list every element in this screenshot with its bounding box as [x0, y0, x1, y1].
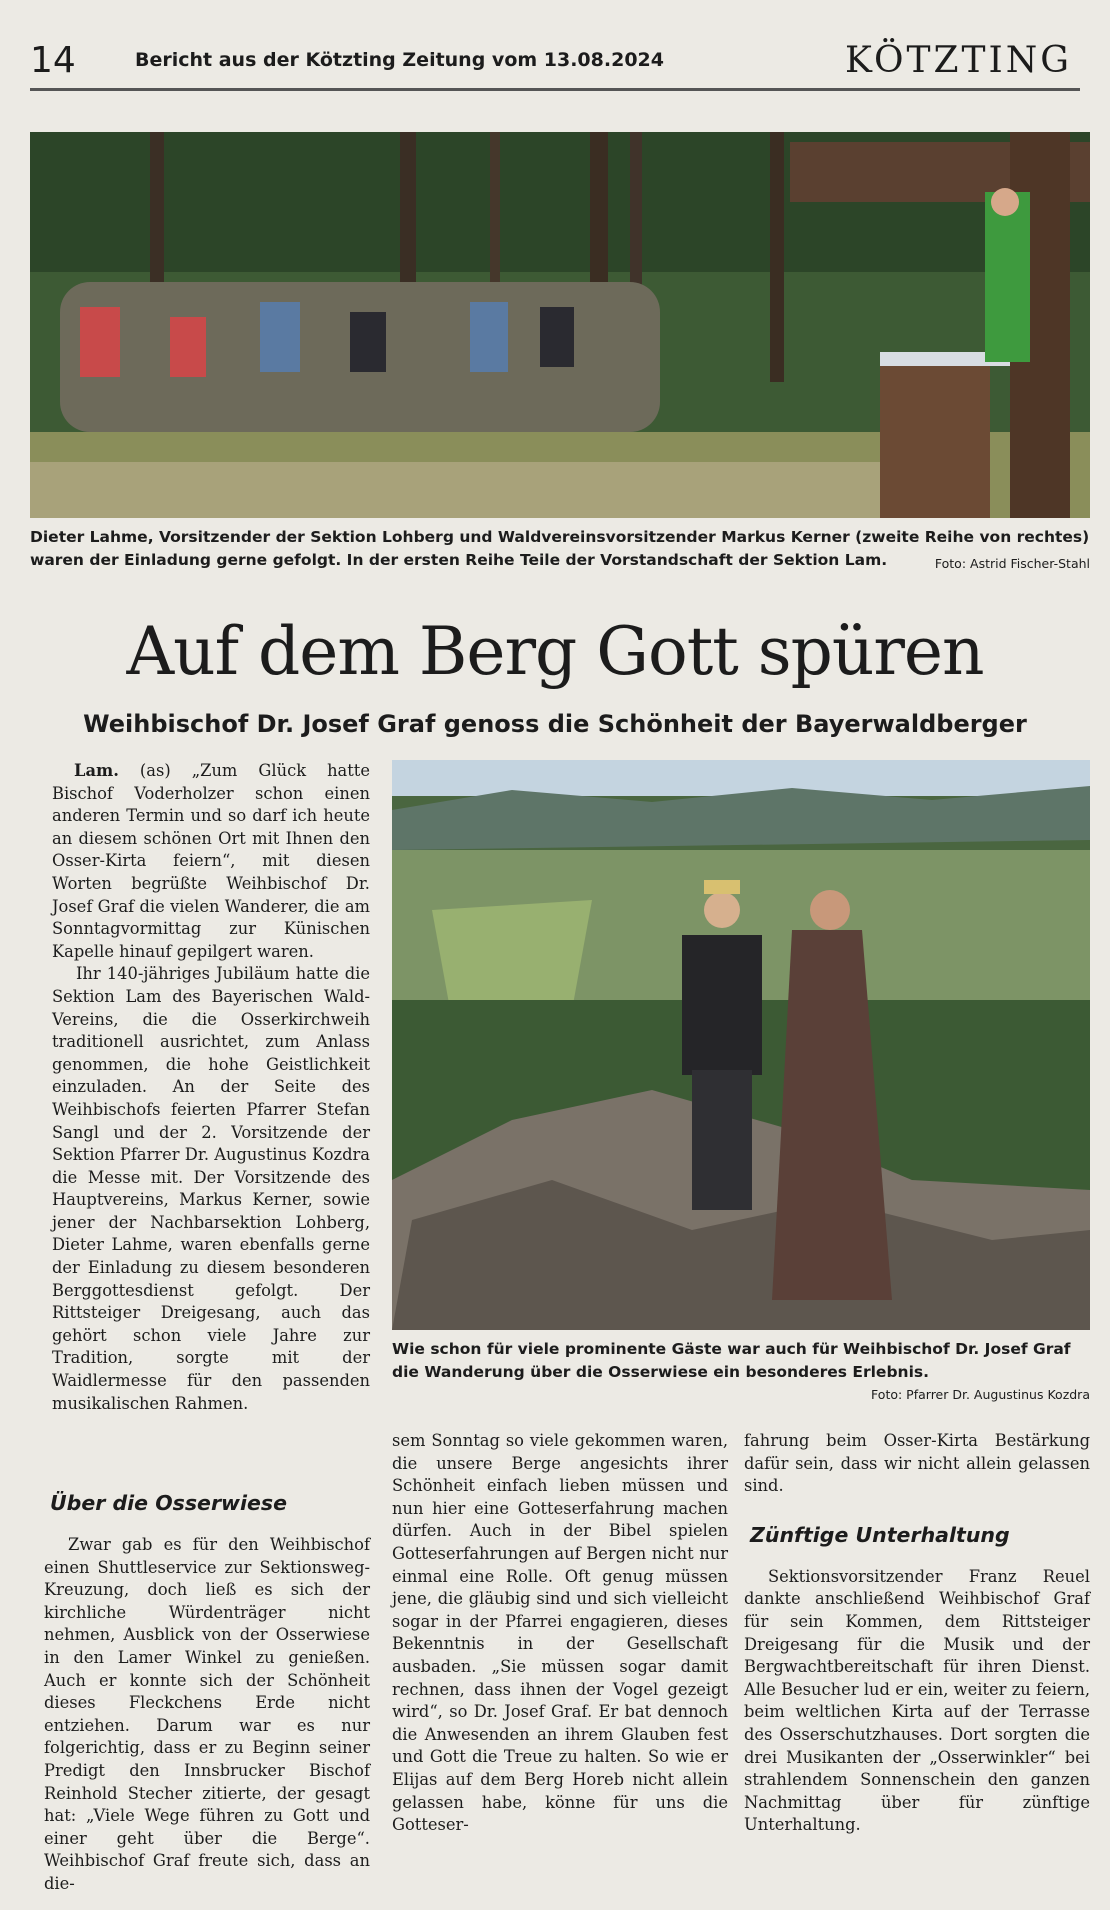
report-line: Bericht aus der Kötzting Zeitung vom 13.08.2024: [135, 49, 664, 71]
paragraph-1: (as) „Zum Glück hatte Bischof Voderholzer schon einen anderen Termin und so darf ich heute an diesem schönen Ort mit Ihnen den Osser-Kirta feiern“, mit diesen Worten begrüßte Weihbischof Dr. Josef Graf die vielen Wanderer, die am Sonntagvormittag zur Künischen Kapelle hinauf gepilgert waren.: [52, 761, 370, 961]
page-header: [30, 40, 1080, 88]
paragraph-intro: [52, 760, 370, 963]
subheadline: Weihbischof Dr. Josef Graf genoss die Schönheit der Bayerwaldberger: [83, 710, 1027, 738]
photo2-caption-text: Wie schon für viele prominente Gäste war auch für Weihbischof Dr. Josef Graf die Wanderung über die Osserwiese ein besonderes Erlebnis.: [392, 1340, 1071, 1381]
article-column-2: [392, 1430, 728, 1837]
photo2-credit: Foto: Pfarrer Dr. Augustinus Kozdra: [871, 1387, 1090, 1402]
article-column-3: [744, 1430, 1090, 1837]
paragraph-3-part-3: fahrung beim Osser-Kirta Bestärkung dafür sein, dass wir nicht allein gelassen sind.: [744, 1431, 1090, 1496]
photo2-caption: [392, 1338, 1090, 1404]
article-column-1-bottom: [44, 1466, 370, 1896]
paragraph-2: Ihr 140-jähriges Jubiläum hatte die Sektion Lam des Bayerischen Wald-Vereins, die die Osserkirchweih traditionell ausrichtet, zum Anlass genommen, die hohe Geistlichkeit einzuladen. An der Seite des Weihbischofs feierten Pfarrer Stefan Sangl und der 2. Vorsitzende der Sektion Pfarrer Dr. Augustinus Kozdra die Messe mit. Der Vorsitzende des Hauptvereins, Markus Kerner, sowie jener der Nachbarsektion Lohberg, Dieter Lahme, waren ebenfalls gerne der Einladung zu diesem besonderen Berggottesdienst gefolgt. Der Rittsteiger Dreigesang, auch das gehört schon viele Jahre zur Tradition, sorgte mit der Waidlermesse für den passenden musikalischen Rahmen.: [52, 964, 370, 1413]
paragraph-3-part-1: Zwar gab es für den Weihbischof einen Shuttleservice zur Sektionsweg-Kreuzung, doch ließ es sich der kirchliche Würdenträger nicht nehmen, Ausblick von der Osserwiese in den Lamer Winkel zu genießen. Auch er konnte sich der Schönheit dieses Fleckchens Erde nicht entziehen. Darum war es nur folgerichtig, dass er zu Beginn seiner Predigt den Innsbrucker Bischof Reinhold Stecher zitierte, der gesagt hat: „Viele Wege führen zu Gott und einer geht über die Berge“. Weihbischof Graf freute sich, dass an die-: [44, 1535, 370, 1893]
photo-forest-mass: [30, 132, 1090, 518]
paragraph-4: Sektionsvorsitzender Franz Reuel dankte anschließend Weihbischof Graf für sein Kommen, dem Rittsteiger Dreigesang für die Musik und der Bergwachtbereitschaft für ihren Dienst. Alle Besucher lud er ein, weiter zu feiern, beim weltlichen Kirta auf der Terrasse des Osserschutzhauses. Dort sorgten die drei Musikanten der „Osserwinkler“ bei strahlendem Sonnenschein den ganzen Nachmittag über für zünftige Unterhaltung.: [744, 1566, 1090, 1835]
subhead-unterhaltung: Zünftige Unterhaltung: [750, 1522, 1010, 1547]
header-rule: [30, 88, 1080, 91]
section-title: KÖTZTING: [845, 40, 1072, 81]
photo1-caption: [30, 526, 1090, 575]
article-column-1-top: [52, 760, 370, 1415]
headline: Auf dem Berg Gott spüren: [126, 613, 984, 690]
subhead-osserwiese: Über die Osserwiese: [50, 1491, 288, 1515]
photo1-credit: Foto: Astrid Fischer-Stahl: [934, 556, 1090, 571]
dateline: Lam.: [74, 761, 119, 780]
photo-bishop-summit: [392, 760, 1090, 1330]
photo1-caption-text: Dieter Lahme, Vorsitzender der Sektion Lohberg und Waldvereinsvorsitzender Markus Kerner (zweite Reihe von rechtes) waren der Einladung gerne gefolgt. In der ersten Reihe Teile der Vorstandschaft der Sektion Lam.: [30, 528, 1090, 569]
paragraph-3-part-2: sem Sonntag so viele gekommen waren, die unsere Berge angesichts ihrer Schönheit einfach lieben müssen und nun hier eine Gotteserfahrung machen dürfen. Auch in der Bibel spielen Gotteserfahrungen auf Bergen nicht nur einmal eine Rolle. Oft genug müssen jene, die gläubig sind und sich vielleicht sogar in der Pfarrei engagieren, dieses Bekenntnis in der Gesellschaft ausbaden. „Sie müssen sogar damit rechnen, dass ihnen der Vogel gezeigt wird“, so Dr. Josef Graf. Er bat dennoch die Anwesenden an ihrem Glauben fest und Gott die Treue zu halten. So wie er Elijas auf dem Berg Horeb nicht allein gelassen habe, könne für uns die Gotteser-: [392, 1431, 728, 1835]
page-number: 14: [30, 40, 76, 81]
